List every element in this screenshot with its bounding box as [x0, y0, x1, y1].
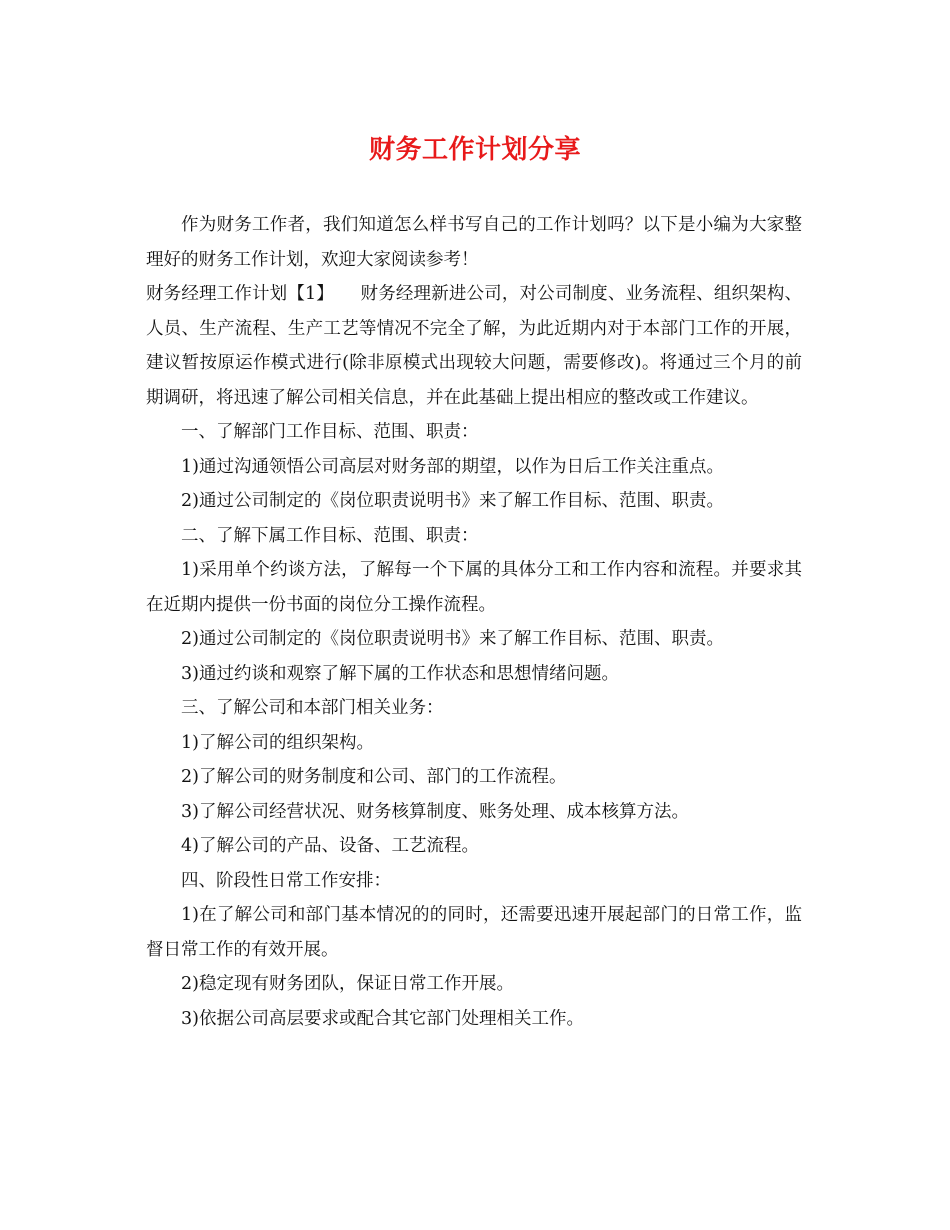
paragraph-plan-1: 财务经理工作计划【1】 财务经理新进公司，对公司制度、业务流程、组织架构、人员、生产流程、生产工艺等情况不完全了解，为此近期内对于本部门工作的开展，建议暂按原运作模式进行(除非原模式出现较大问题，需要修改)。将通过三个月的前期调研，将迅速了解公司相关信息，并在此基础上提出相应的整改或工作建议。: [146, 284, 802, 408]
section-heading-2: 二、了解下属工作目标、范围、职责：: [181, 525, 479, 546]
list-item: 1)了解公司的组织架构。: [181, 732, 374, 753]
list-item: 1)在了解公司和部门基本情况的的同时，还需要迅速开展起部门的日常工作，监督日常工作的有效开展。: [146, 905, 802, 960]
list-item: 1)采用单个约谈方法，了解每一个下属的具体分工和工作内容和流程。并要求其在近期内提供一份书面的岗位分工操作流程。: [146, 560, 802, 615]
list-item: 2)稳定现有财务团队，保证日常工作开展。: [181, 974, 514, 994]
section-heading-4: 四、阶段性日常工作安排：: [181, 870, 391, 891]
list-item: 1)通过沟通领悟公司高层对财务部的期望，以作为日后工作关注重点。: [181, 456, 724, 477]
list-item: 2)通过公司制定的《岗位职责说明书》来了解工作目标、范围、职责。: [181, 629, 724, 649]
list-item: 3)了解公司经营状况、财务核算制度、账务处理、成本核算方法。: [181, 801, 689, 822]
section-heading-3: 三、了解公司和本部门相关业务：: [181, 698, 444, 718]
section-heading-1: 一、了解部门工作目标、范围、职责：: [181, 422, 479, 442]
document-body: [146, 208, 802, 1036]
list-item: 4)了解公司的产品、设备、工艺流程。: [181, 836, 479, 856]
list-item: 3)依据公司高层要求或配合其它部门处理相关工作。: [181, 1008, 584, 1029]
list-item: 2)了解公司的财务制度和公司、部门的工作流程。: [181, 767, 567, 787]
list-item: 2)通过公司制定的《岗位职责说明书》来了解工作目标、范围、职责。: [181, 491, 724, 511]
document-title: 财务工作计划分享: [368, 135, 581, 165]
paragraph-intro: 作为财务工作者，我们知道怎么样书写自己的工作计划吗？以下是小编为大家整理好的财务工作计划，欢迎大家阅读参考！: [146, 215, 802, 270]
list-item: 3)通过约谈和观察了解下属的工作状态和思想情绪问题。: [181, 663, 619, 684]
